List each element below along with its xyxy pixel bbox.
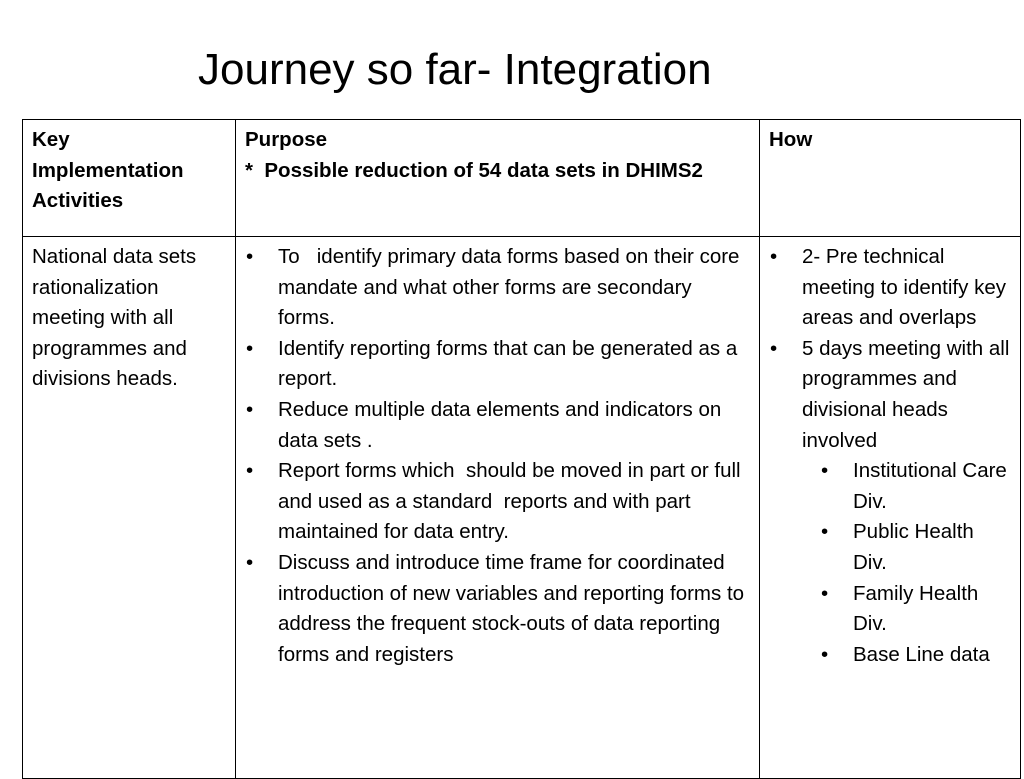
purpose-cell (236, 237, 760, 779)
header-how-label: How (769, 128, 813, 151)
activity-cell (23, 237, 236, 779)
how-subitem: • Public Health Div. (820, 517, 1011, 578)
purpose-item: • Reduce multiple data elements and indicators on data sets . (245, 395, 750, 456)
integration-table (22, 119, 1021, 779)
purpose-item: • Discuss and introduce time frame for coordinated introduction of new variables and reporting forms to address the frequent stock-outs of data reporting forms and registers (245, 548, 750, 670)
header-purpose-label: Purpose (245, 128, 328, 151)
how-subitem: • Institutional Care Div. (820, 456, 1011, 517)
activity-text: National data sets rationalization meeting with all programmes and divisions heads. (32, 245, 197, 391)
slide-title: Journey so far- Integration (198, 45, 712, 94)
table-header-row (23, 120, 1021, 237)
header-key-activities (23, 120, 236, 237)
purpose-item: • To identify primary data forms based on their core mandate and what other forms are secondary forms. (245, 242, 750, 334)
how-cell (760, 237, 1021, 779)
header-key-activities-label: Key Implementation Activities (32, 128, 184, 213)
purpose-item: • Report forms which should be moved in part or full and used as a standard reports and with part maintained for data entry. (245, 456, 750, 548)
how-subitem: • Base Line data (820, 640, 1011, 671)
purpose-item: • Identify reporting forms that can be generated as a report. (245, 334, 750, 395)
header-purpose-subtitle: * Possible reduction of 54 data sets in DHIMS2 (245, 158, 703, 182)
how-subitem: • Family Health Div. (820, 579, 1011, 640)
how-item: • 2- Pre technical meeting to identify key areas and overlaps (769, 242, 1011, 334)
header-purpose (236, 120, 760, 237)
how-sublist (769, 456, 1019, 670)
how-list (769, 242, 1011, 456)
purpose-list (245, 242, 753, 670)
table-row (23, 237, 1021, 779)
header-how (760, 120, 1021, 237)
how-item: • 5 days meeting with all programmes and divisional heads involved (769, 334, 1011, 456)
